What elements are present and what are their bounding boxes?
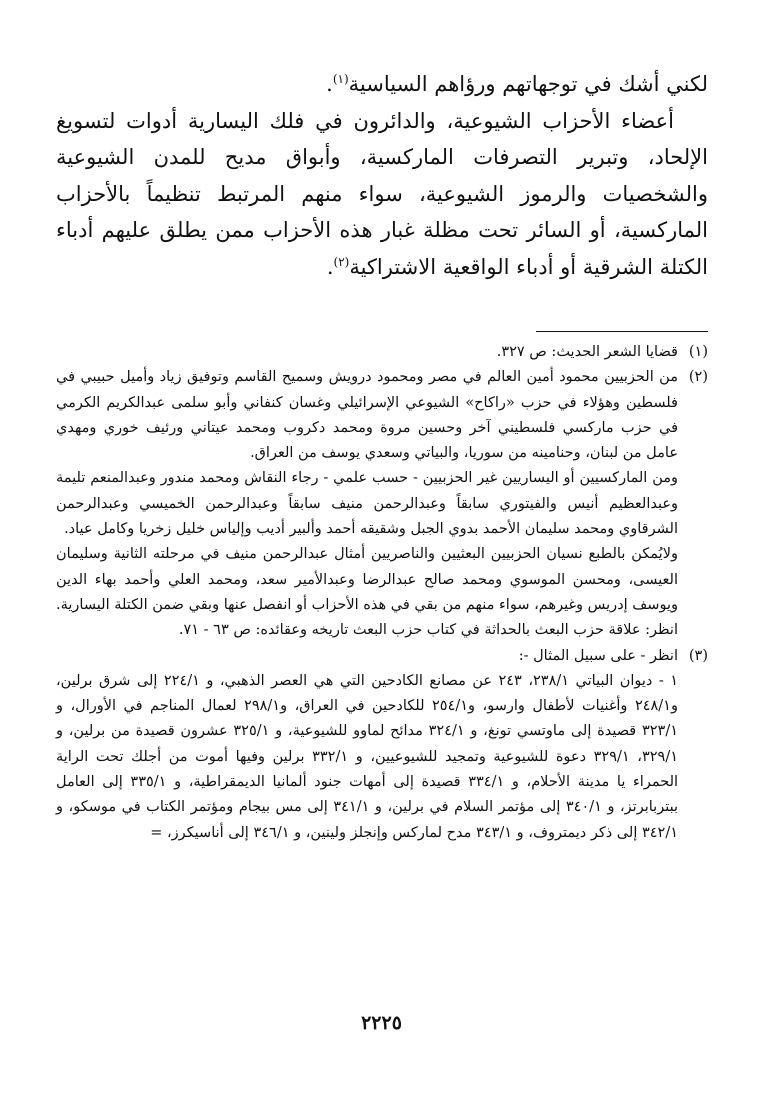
footnote-number: (٣) bbox=[688, 647, 708, 664]
footnote bbox=[56, 340, 708, 365]
footnote-paragraph: قضايا الشعر الحديث: ص ٣٢٧. bbox=[496, 344, 678, 360]
footnote-separator bbox=[536, 331, 708, 332]
footnote-number: (٢) bbox=[688, 369, 708, 386]
footnote-paragraph: انظر - على سبيل المثال -: bbox=[518, 647, 678, 664]
page bbox=[56, 66, 708, 846]
footnote-body bbox=[56, 644, 678, 846]
footnote-paragraph: ١ - ديوان البياتي ٢٣٨/١، ٢٤٣ عن مصانع الكادحين التي هي العصر الذهبي، و ٢٢٤/١ إلى شرق برلين، و٢٤٨/١ وأغنيات لأطفال وارسو، و٢٥٤/١ للكادحين في العراق، و٢٩٨/١ لعمال المناجم في الأورال، و ٣٢٣/١ قصيدة إلى ماوتسي تونغ، و ٣٢٤/١ مدائح لماوو للشيوعية، و ٣٢٥/١ عشرون قصيدة من برلين، و ٣٢٩/١، ٣٢٩/١ دعوة للشيوعية وتمجيد للشيوعيين، و ٣٣٢/١ برلين وفيها أموت من أجلك تحت الراية الحمراء يا مدينة الأحلام، و ٣٣٤/١ قصيدة إلى أمهات جنود ألمانيا الديمقراطية، و ٣٣٥/١ إلى العامل ببتربابرتز، و ٣٤٠/١ إلى مؤتمر السلام في برلين، و ٣٤١/١ إلى مس بيجام ومؤتمر الكتاب في موسكو، و ٣٤٢/١ إلى ذكر ديمتروف، و ٣٤٣/١ مدح لماركس وإنجلز ولينين، و ٣٤٦/١ إلى أناسيكرز، = bbox=[56, 672, 679, 841]
footnotes bbox=[56, 340, 708, 846]
footnote-paragraph: من الحزبيين محمود أمين العالم في مصر ومحمود درويش وسميح القاسم وتوفيق زياد وأميل حبيبي في فلسطين وهؤلاء في حزب «راكاح» الشيوعي الإسرائيلي وغسان كنفاني وأبو سلمى عبدالكريم الكرمي في حزب ماركسي فلسطيني آخر وحسين مروة ومحمد دكروب ومحمد عيتاني ورئيف خوري ومهدي عامل من لبنان، وحنامينه من سوريا، والبياتي وسعدي يوسف من العراق. bbox=[56, 369, 678, 462]
footnote bbox=[56, 644, 708, 846]
footnote bbox=[56, 365, 708, 643]
page-number: ٢٢٢٥ bbox=[361, 1012, 402, 1034]
main-paragraph: لكني أشك في توجهاتهم ورؤاهم السياسية$^{(١)}$. bbox=[326, 72, 708, 96]
footnote-body bbox=[56, 365, 678, 643]
main-paragraph: أعضاء الأحزاب الشيوعية، والدائرون في فلك اليسارية أدوات لتسويغ الإلحاد، وتبرير التصرفات الماركسية، وأبواق مديح للمدن الشيوعية والشخصيات والرموز الشيوعية، سواء منهم المرتبط تنظيماً بالأحزاب الماركسية، أو السائر تحت مظلة غبار هذه الأحزاب ممن يطلق عليهم أدباء الكتلة الشرقية أو أدباء الواقعية الاشتراكية$^{(٢)}$. bbox=[56, 108, 708, 279]
footnote-body bbox=[56, 340, 678, 365]
footnote-ref[interactable]: (٢) bbox=[333, 254, 350, 269]
footnote-number: (١) bbox=[688, 344, 708, 360]
main-text bbox=[56, 66, 708, 285]
footnote-paragraph: ولايُمكن بالطبع نسيان الحزبيين البعثيين والناصريين أمثال عبدالرحمن منيف في مرحلته الثانية وسليمان العيسى، ومحسن الموسوي ومحمد صالح عبدالرضا وعبدالأمير سعد، ومحمد العلي وأحمد بهاء الدين ويوسف إدريس وغيرهم، سواء منهم من بقي في هذه الأحزاب أو انفصل عنها وبقي ضمن الكتلة اليسارية. انظر: علاقة حزب البعث بالحداثة في كتاب حزب البعث تاريخه وعقائده: ص ٦٣ - ٧١. bbox=[56, 546, 678, 639]
footnote-ref[interactable]: (١) bbox=[332, 72, 349, 86]
footnote-paragraph: ومن الماركسيين أو اليساريين غير الحزبيين - حسب علمي - رجاء النقاش ومحمد مندور وعبدالمنعم تليمة وعبدالعظيم أنيس والفيتوري سابقاً وعبدالرحمن منيف سابقاً وعبدالرحمن الخميسي وعبدالرحمن الشرقاوي ومحمد سليمان الأحمد بدوي الجبل وشقيقه أحمد وألبير أديب وإلياس خليل زخريا وكامل عياد. bbox=[56, 470, 678, 538]
